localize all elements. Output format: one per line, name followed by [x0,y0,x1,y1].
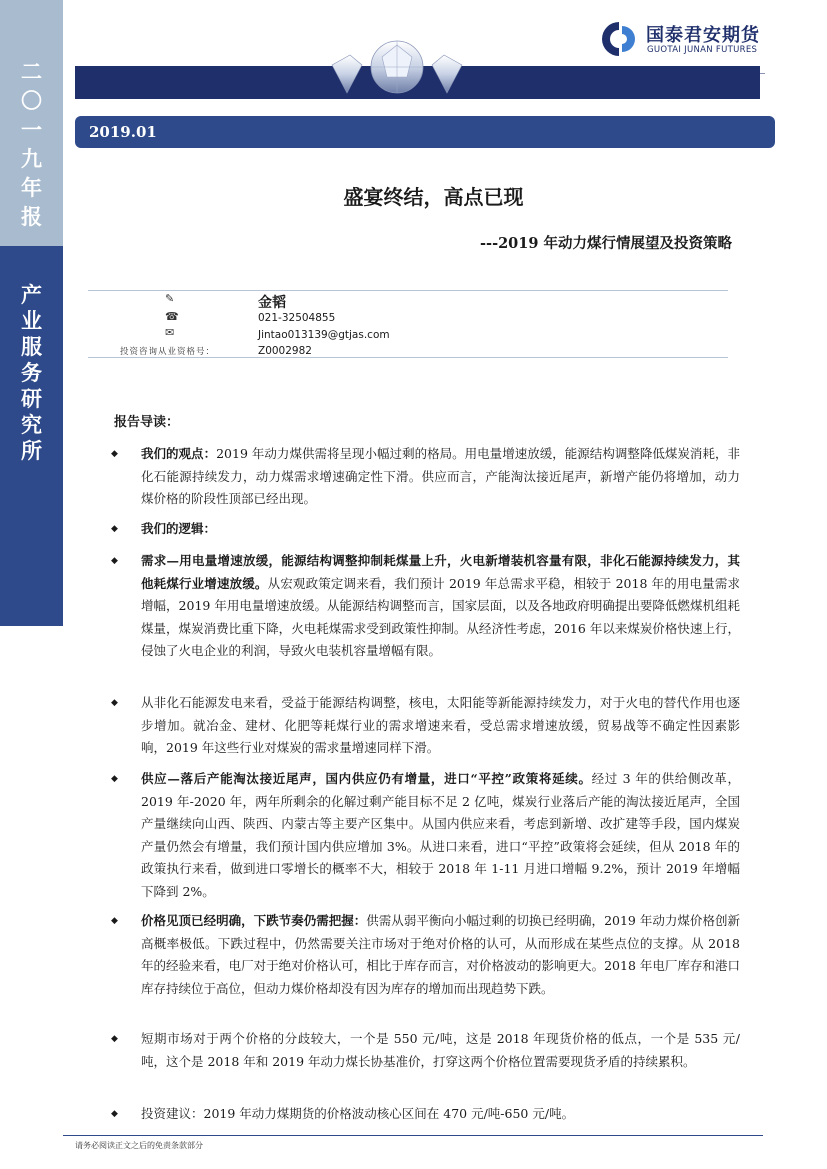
mail-icon: ✉ [165,326,175,339]
diamond-icon [322,35,472,110]
guide-item: ◆ 投资建议：2019 年动力煤期货的价格波动核心区间在 470 元/吨-650 元/吨。 [115,1103,740,1126]
cert-label: 投资咨询从业资格号： [120,347,216,357]
guide-item: ◆ 供应—落后产能淘汰接近尾声，国内供应仍有增量，进口“平控”政策将延续。经过 3 年的供给侧改革，2019 年-2020 年，两年所剩余的化解过剩产能目标不足 2 亿吨，煤炭行业落后产能的淘汰接近尾声，全国产量继续向山西、陕西、内蒙古等主要产区集中。从国内供应来看，考虑到新增、改扩建等手段，国内煤炭产量仍然会有增量，我们预计国内供应增加 3%。从进口来看，进口“平控”政策将会延续，但从 2018 年的政策执行来看，做到进口零增长的概率不大，相较于 2018 年 1-11 月进口增幅 9.2%，预计 2019 年增幅下降到 2%。 [115,768,740,903]
pen-icon: ✎ [165,292,175,305]
report-date: 2019.01 [89,123,157,141]
guide-item: ◆ 价格见顶已经明确，下跌节奏仍需把握：供需从弱平衡向小幅过剩的切换已经明确，2019 年动力煤价格创新高概率极低。下跌过程中，仍然需要关注市场对于绝对价格的认可，从而形成在某些点位的支撑。从 2018 年的经验来看，电厂对于绝对价格认可，相比于库存而言，对价格波动的影响更大。2018 年电厂库存和港口库存持续位于高位，但动力煤价格却没有因为库存的增加而出现趋势下跌。 [115,910,740,1000]
guide-item: ◆ 短期市场对于两个价格的分歧较大，一个是 550 元/吨，这是 2018 年现货价格的低点，一个是 535 元/吨，这个是 2018 年和 2019 年动力煤长协基准价，打穿这两个价格位置需要现货矛盾的持续累积。 [115,1028,740,1073]
company-logo: 国泰君安期货 GUOTAI JUNAN FUTURES [596,20,776,60]
cert-number: Z0002982 [258,345,312,357]
bullet-icon: ◆ [111,449,118,459]
report-title: 盛宴终结，高点已现 [343,185,524,209]
guide-item: ◆ 我们的观点：2019 年动力煤供需将呈现小幅过剩的格局。用电量增速放缓，能源结构调整降低煤炭消耗，非化石能源持续发力，动力煤需求增速确定性下滑。供应而言，产能淘汰接近尾声，新增产能仍将增加，动力煤价格的阶段性顶部已经出现。 [115,443,740,511]
bullet-icon: ◆ [111,916,118,926]
date-bar [75,116,775,148]
footer-rule [63,1135,763,1136]
guide-item: ◆ 需求—用电量增速放缓，能源结构调整抑制耗煤量上升，火电新增装机容量有限，非化石能源持续发力，其他耗煤行业增速放缓。从宏观政策定调来看，我们预计 2019 年总需求平稳，相较于 2018 年的用电量需求增幅，2019 年用电量增速放缓。从能源结构调整而言，国家层面，以及各地政府明确提出要降低燃煤机组耗煤量，煤炭消费比重下降，火电耗煤需求受到政策性抑制。从经济性考虑，2016 年以来煤炭价格快速上行，侵蚀了火电企业的利润，导致火电装机容量增幅有限。 [115,550,740,663]
bullet-icon: ◆ [111,698,118,708]
bullet-icon: ◆ [111,1034,118,1044]
vertical-year-label: 二 〇 一 九 年 报 [21,60,42,229]
bullet-icon: ◆ [111,774,118,784]
bullet-icon: ◆ [111,524,118,534]
author-phone: 021-32504855 [258,312,336,324]
guide-item: ◆ 从非化石能源发电来看，受益于能源结构调整，核电，太阳能等新能源持续发力，对于火电的替代作用也逐步增加。就冶金、建材、化肥等耗煤行业的需求增速来看，受总需求增速放缓，贸易战等不确定性因素影响，2019 年这些行业对煤炭的需求量增速同样下滑。 [115,692,740,760]
guide-item: ◆ 我们的逻辑： [115,518,740,541]
author-email[interactable]: Jintao013139@gtjas.com [258,329,390,341]
author-name: 金韬 [258,295,286,311]
bullet-icon: ◆ [111,1109,118,1119]
guide-heading: 报告导读： [114,415,180,430]
logo-mark-icon [596,20,642,58]
footer-disclaimer: 请务必阅读正文之后的免责条款部分 [75,1141,203,1150]
author-top-rule [88,290,728,291]
bullet-icon: ◆ [111,556,118,566]
vertical-institute-label: 产 业 服 务 研 究 所 [21,283,42,463]
phone-icon: ☎ [165,310,179,323]
author-bottom-rule [88,357,728,358]
report-subtitle: ---2019 年动力煤行情展望及投资策略 [480,235,732,252]
